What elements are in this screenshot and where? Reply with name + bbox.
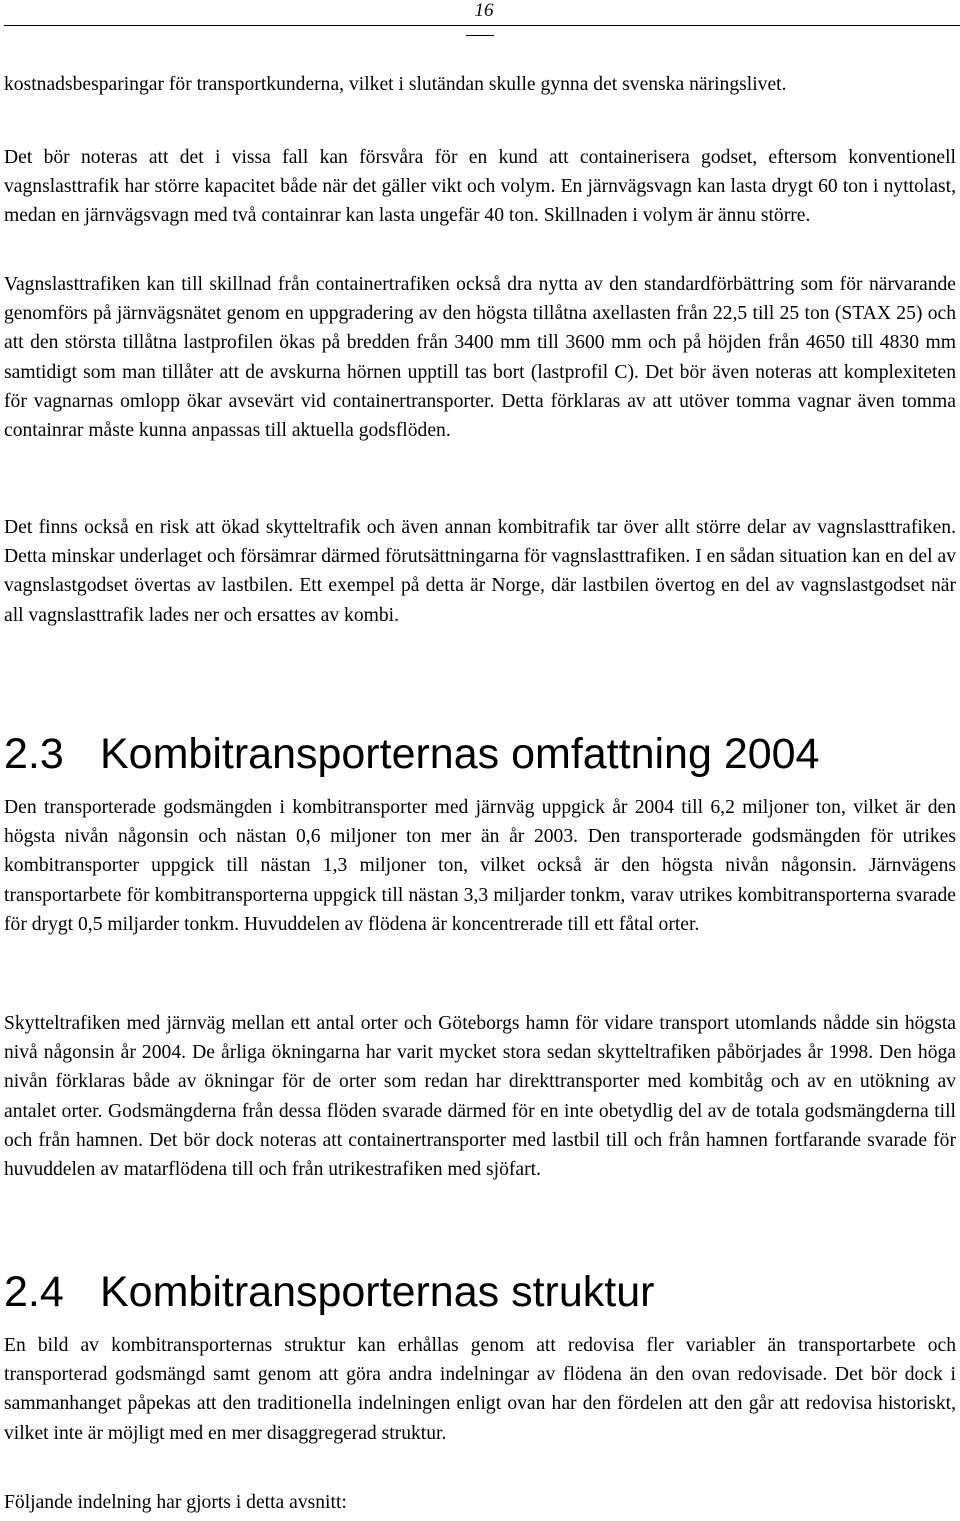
- section-title: Kombitransporternas struktur: [100, 1268, 655, 1316]
- paragraph-containerisation-capacity: Det bör noteras att det i vissa fall kan försvåra för en kund att containerisera godset, eftersom konventionell vagnslasttrafik har större kapacitet både när det gäller vikt och volym. En järnvägsvagn kan lasta drygt 60 ton i nyttolast, medan en järnvägsvagn med två containrar kan lasta ungefär 40 ton. Skillnaden i volym är ännu större.: [4, 147, 956, 227]
- paragraph-shuttle-gothenburg: Skytteltrafiken med järnväg mellan ett antal orter och Göteborgs hamn för vidare transport utomlands nådde sin högsta nivå någonsin år 2004. De årliga ökningarna har varit mycket stora sedan skytteltrafiken påbörjades år 1998. Den höga nivån förklaras både av ökningar för de orter som redan har direkttransporter med kombitåg och av en utökning av antalet orter. Godsmängderna från dessa flöden svarade därmed för en inte obetydlig del av de totala godsmängderna till och från hamnen. Det bör dock noteras att containertransporter med lastbil till och från hamnen fortfarande svarade för huvuddelen av matarflödena till och från utrikestrafiken med sjöfart.: [4, 1013, 956, 1181]
- paragraph-shuttle-risk: Det finns också en risk att ökad skytteltrafik och även annan kombitrafik tar över allt större delar av vagnslasttrafiken. Detta minskar underlaget och försämrar därmed förutsättningarna för vagnslasttrafiken. I en sådan situation kan en del av vagnslastgodset övertas av lastbilen. Ett exempel på detta är Norge, där lastbilen övertog en del av vagnslastgodset när all vagnslasttrafik lades ner och ersattes av kombi.: [4, 517, 956, 626]
- paragraph-intro-continued: kostnadsbesparingar för transportkunderna, vilket i slutändan skulle gynna det svenska näringslivet.: [4, 74, 787, 95]
- section-number: 2.4: [4, 1268, 64, 1316]
- header-rule: [4, 25, 960, 26]
- page-header: [0, 0, 960, 40]
- section-number: 2.3: [4, 730, 64, 778]
- section-heading-2-3: [4, 730, 956, 778]
- section-heading-2-4: [4, 1268, 956, 1316]
- page-number-underline: [466, 35, 494, 36]
- page-number: 16: [474, 0, 494, 21]
- paragraph-division-lead: Följande indelning har gjorts i detta avsnitt:: [4, 1492, 347, 1513]
- section-title: Kombitransporternas omfattning 2004: [100, 730, 820, 778]
- paragraph-structure-intro: En bild av kombitransporternas struktur kan erhållas genom att redovisa fler variabler än transportarbete och transporterad godsmängd samt genom att göra andra indelningar av flödena än den ovan redovisade. Det bör dock i sammanhanget påpekas att den traditionella indelningen enligt ovan har den fördelen att den går att redovisa historiskt, vilket inte är möjligt med en mer disaggregerad struktur.: [4, 1335, 956, 1444]
- paragraph-wagonload-standard: Vagnslasttrafiken kan till skillnad från containertrafiken också dra nytta av den standardförbättring som för närvarande genomförs på järnvägsnätet genom en uppgradering av den högsta tillåtna axellasten från 22,5 till 25 ton (STAX 25) och att den största tillåtna lastprofilen ökas på bredden från 3400 mm till 3600 mm och på höjden från 4650 till 4830 mm samtidigt som man tillåter att de avskurna hörnen upptill tas bort (lastprofil C). Det bör även noteras att komplexiteten för vagnarnas omlopp ökar avsevärt vid containertransporter. Detta förklaras av att utöver tomma vagnar även tomma containrar måste kunna anpassas till aktuella godsflöden.: [4, 274, 956, 442]
- paragraph-volume-2004: Den transporterade godsmängden i kombitransporter med järnväg uppgick år 2004 till 6,2 miljoner ton, vilket är den högsta nivån någonsin och nästan 0,6 miljoner ton mer än år 2003. Den transporterade godsmängden för utrikes kombitransporter uppgick till nästan 1,3 miljoner ton, vilket också är den högsta nivån någonsin. Järnvägens transportarbete för kombitransporterna uppgick till nästan 3,3 miljarder tonkm, varav utrikes kombitransporterna svarade för drygt 0,5 miljarder tonkm. Huvuddelen av flödena är koncentrerade till ett fåtal orter.: [4, 797, 956, 935]
